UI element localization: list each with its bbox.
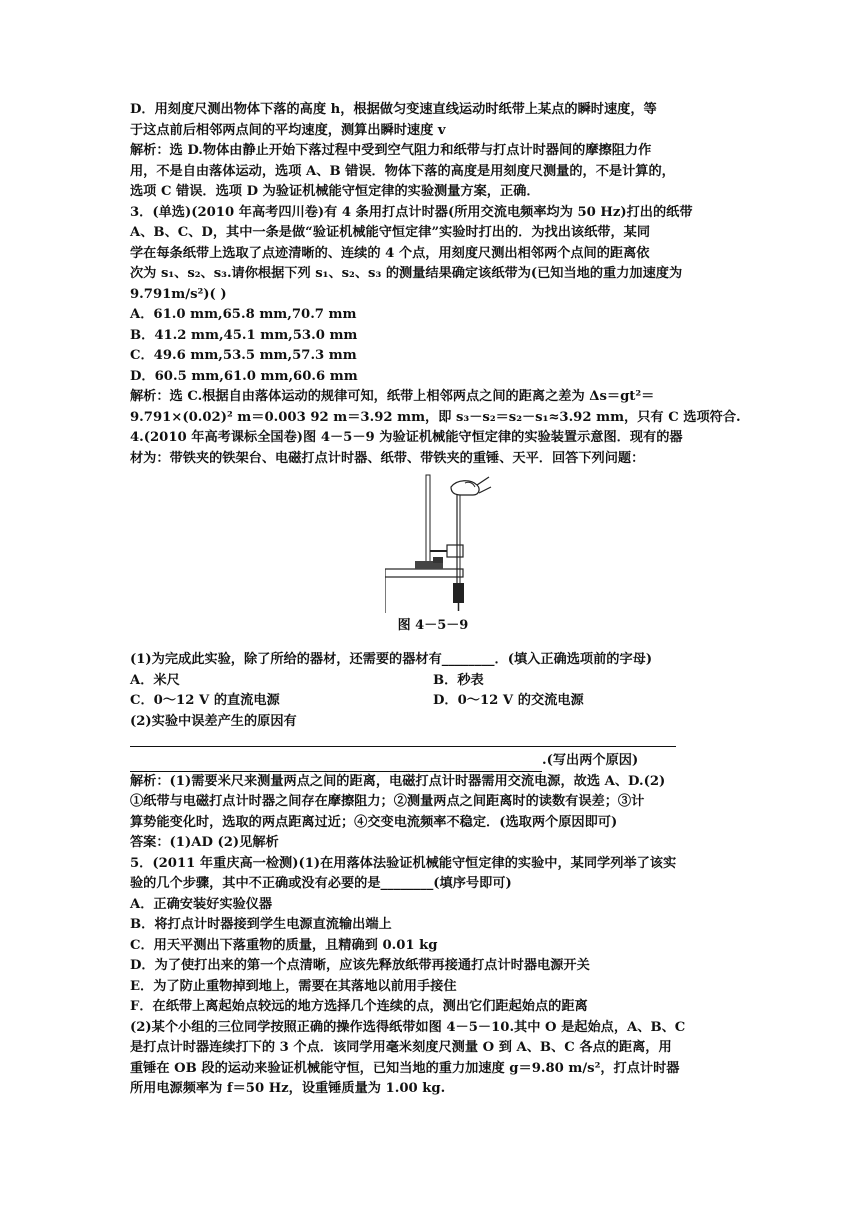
- q4-sub1: (1)为完成此实验，除了所给的器材，还需要的器材有________．(填入正确选项前的字母): [130, 652, 653, 667]
- q5-part2-line3: 重锤在 OB 段的运动来验证机械能守恒，已知当地的重力加速度 g＝9.80 m/s²，打点计时器: [130, 1060, 680, 1076]
- q4-analysis-line1: 解析：(1)需要米尺来测量两点之间的距离，电磁打点计时器需用交流电源，故选 A、D.(2): [130, 773, 666, 789]
- q5-step-b: B．将打点计时器接到学生电源直流输出端上: [130, 917, 392, 932]
- q5-step-e: E．为了防止重物掉到地上，需要在其落地以前用手接住: [130, 978, 457, 994]
- q3-stem-line4: 次为 s₁、s₂、s₃.请你根据下列 s₁、s₂、s₃ 的测量结果确定该纸带为(已知当地的重力加速度为: [130, 266, 683, 281]
- q4-analysis-line3: 算势能变化时，选取的两点距离过近；④交变电流频率不稳定．(选取两个原因即可): [130, 814, 618, 830]
- timer: [447, 545, 463, 557]
- q3-option-b: B．41.2 mm,45.1 mm,53.0 mm: [130, 327, 358, 343]
- answer-blank-row2: [130, 751, 736, 772]
- table-top: [385, 569, 463, 577]
- q5-part2-line4: 所用电源频率为 f＝50 Hz，设重锤质量为 1.00 kg.: [130, 1081, 446, 1096]
- q5-step-d: D．为了使打出来的第一个点清晰，应该先释放纸带再接通打点计时器电源开关: [130, 958, 590, 973]
- q5-part2-line1: (2)某个小组的三位同学按照正确的操作选得纸带如图 4－5－10.其中 O 是起始点，A、B、C: [130, 1019, 686, 1035]
- q5-step-a: A．正确安装好实验仪器: [130, 896, 273, 912]
- figure-caption: 图 4－5－9: [397, 618, 469, 633]
- q4-options-row1: [130, 671, 736, 692]
- q3-option-d: D．60.5 mm,61.0 mm,60.6 mm: [130, 368, 358, 384]
- answer-blank-line1: [130, 732, 676, 747]
- q4-intro-line1: 4.(2010 年高考课标全国卷)图 4－5－9 为验证机械能守恒定律的实验装置示意图．现有的器: [130, 430, 683, 445]
- q4-sub2: (2)实验中误差产生的原因有: [130, 713, 297, 729]
- q3-analysis-line1: 解析：选 C.根据自由落体运动的规律可知，纸带上相邻两点之间的距离之差为 Δs＝gt²＝: [130, 389, 655, 404]
- q3-stem-line5: 9.791m/s²)( ): [130, 286, 227, 302]
- q5-part2-line2: 是打点计时器连续打下的 3 个点．该同学用毫米刻度尺测量 O 到 A、B、C 各点的距离，用: [130, 1040, 672, 1055]
- q3-stem-line1: 3．(单选)(2010 年高考四川卷)有 4 条用打点计时器(所用交流电频率均为 50 Hz)打出的纸带: [130, 204, 693, 220]
- answer-blank-line2: [130, 757, 542, 772]
- q4-answer: 答案：(1)AD (2)见解析: [130, 835, 279, 850]
- apparatus-figure: [130, 469, 736, 614]
- q4-option-d: D．0～12 V 的交流电源: [433, 693, 584, 708]
- q5-intro-line2: 验的几个步骤，其中不正确或没有必要的是________(填序号即可): [130, 876, 512, 891]
- document-page: [130, 100, 741, 1100]
- weight: [453, 583, 464, 603]
- q3-stem-line3: 学在每条纸带上选取了点迹清晰的、连续的 4 个点，用刻度尺测出相邻两个点间的距离依: [130, 245, 650, 261]
- q4-options-row2: [130, 691, 736, 712]
- q4-analysis-line2: ①纸带与电磁打点计时器之间存在摩擦阻力；②测量两点之间距离时的读数有误差；③计: [130, 794, 645, 809]
- q3-option-a: A．61.0 mm,65.8 mm,70.7 mm: [130, 307, 357, 322]
- stand-rod: [426, 475, 430, 569]
- q4-option-c: C．0～12 V 的直流电源: [130, 693, 280, 708]
- q2-analysis-line1: 解析：选 D.物体由静止开始下落过程中受到空气阻力和纸带与打点计时器间的摩擦阻力作: [130, 143, 652, 158]
- q5-step-c: C．用天平测出下落重物的质量，且精确到 0.01 kg: [130, 937, 438, 953]
- apparatus-diagram: [385, 473, 495, 613]
- q2-analysis-line3: 选项 C 错误．选项 D 为验证机械能守恒定律的实验测量方案，正确．: [130, 184, 540, 199]
- q2-option-d-line1: D．用刻度尺测出物体下落的高度 h，根据做匀变速直线运动时纸带上某点的瞬时速度，等: [130, 102, 657, 117]
- q3-stem-line2: A、B、C、D，其中一条是做“验证机械能守恒定律”实验时打出的．为找出该纸带，某同: [130, 225, 651, 240]
- q5-step-f: F．在纸带上离起始点较远的地方选择几个连续的点，测出它们距起始点的距离: [130, 999, 588, 1014]
- q4-intro-line2: 材为：带铁夹的铁架台、电磁打点计时器、纸带、带铁夹的重锤、天平．回答下列问题：: [130, 450, 645, 466]
- q2-analysis-line2: 用，不是自由落体运动，选项 A、B 错误．物体下落的高度是用刻度尺测量的，不是计算的，: [130, 163, 675, 179]
- q3-analysis-line2: 9.791×(0.02)² m＝0.003 92 m＝3.92 mm，即 s₃－s₂＝s₂－s₁≈3.92 mm，只有 C 选项符合.: [130, 409, 741, 425]
- q3-option-c: C．49.6 mm,53.5 mm,57.3 mm: [130, 348, 357, 363]
- q4-option-a: A．米尺: [130, 672, 180, 688]
- q2-option-d-line2: 于这点前后相邻两点间的平均速度，测算出瞬时速度 v: [130, 122, 446, 138]
- q5-intro-line1: 5．(2011 年重庆高一检测)(1)在用落体法验证机械能守恒定律的实验中，某同学列举了该实: [130, 855, 677, 871]
- q4-sub2-tail: .(写出两个原因): [542, 753, 639, 768]
- q4-option-b: B．秒表: [433, 672, 484, 688]
